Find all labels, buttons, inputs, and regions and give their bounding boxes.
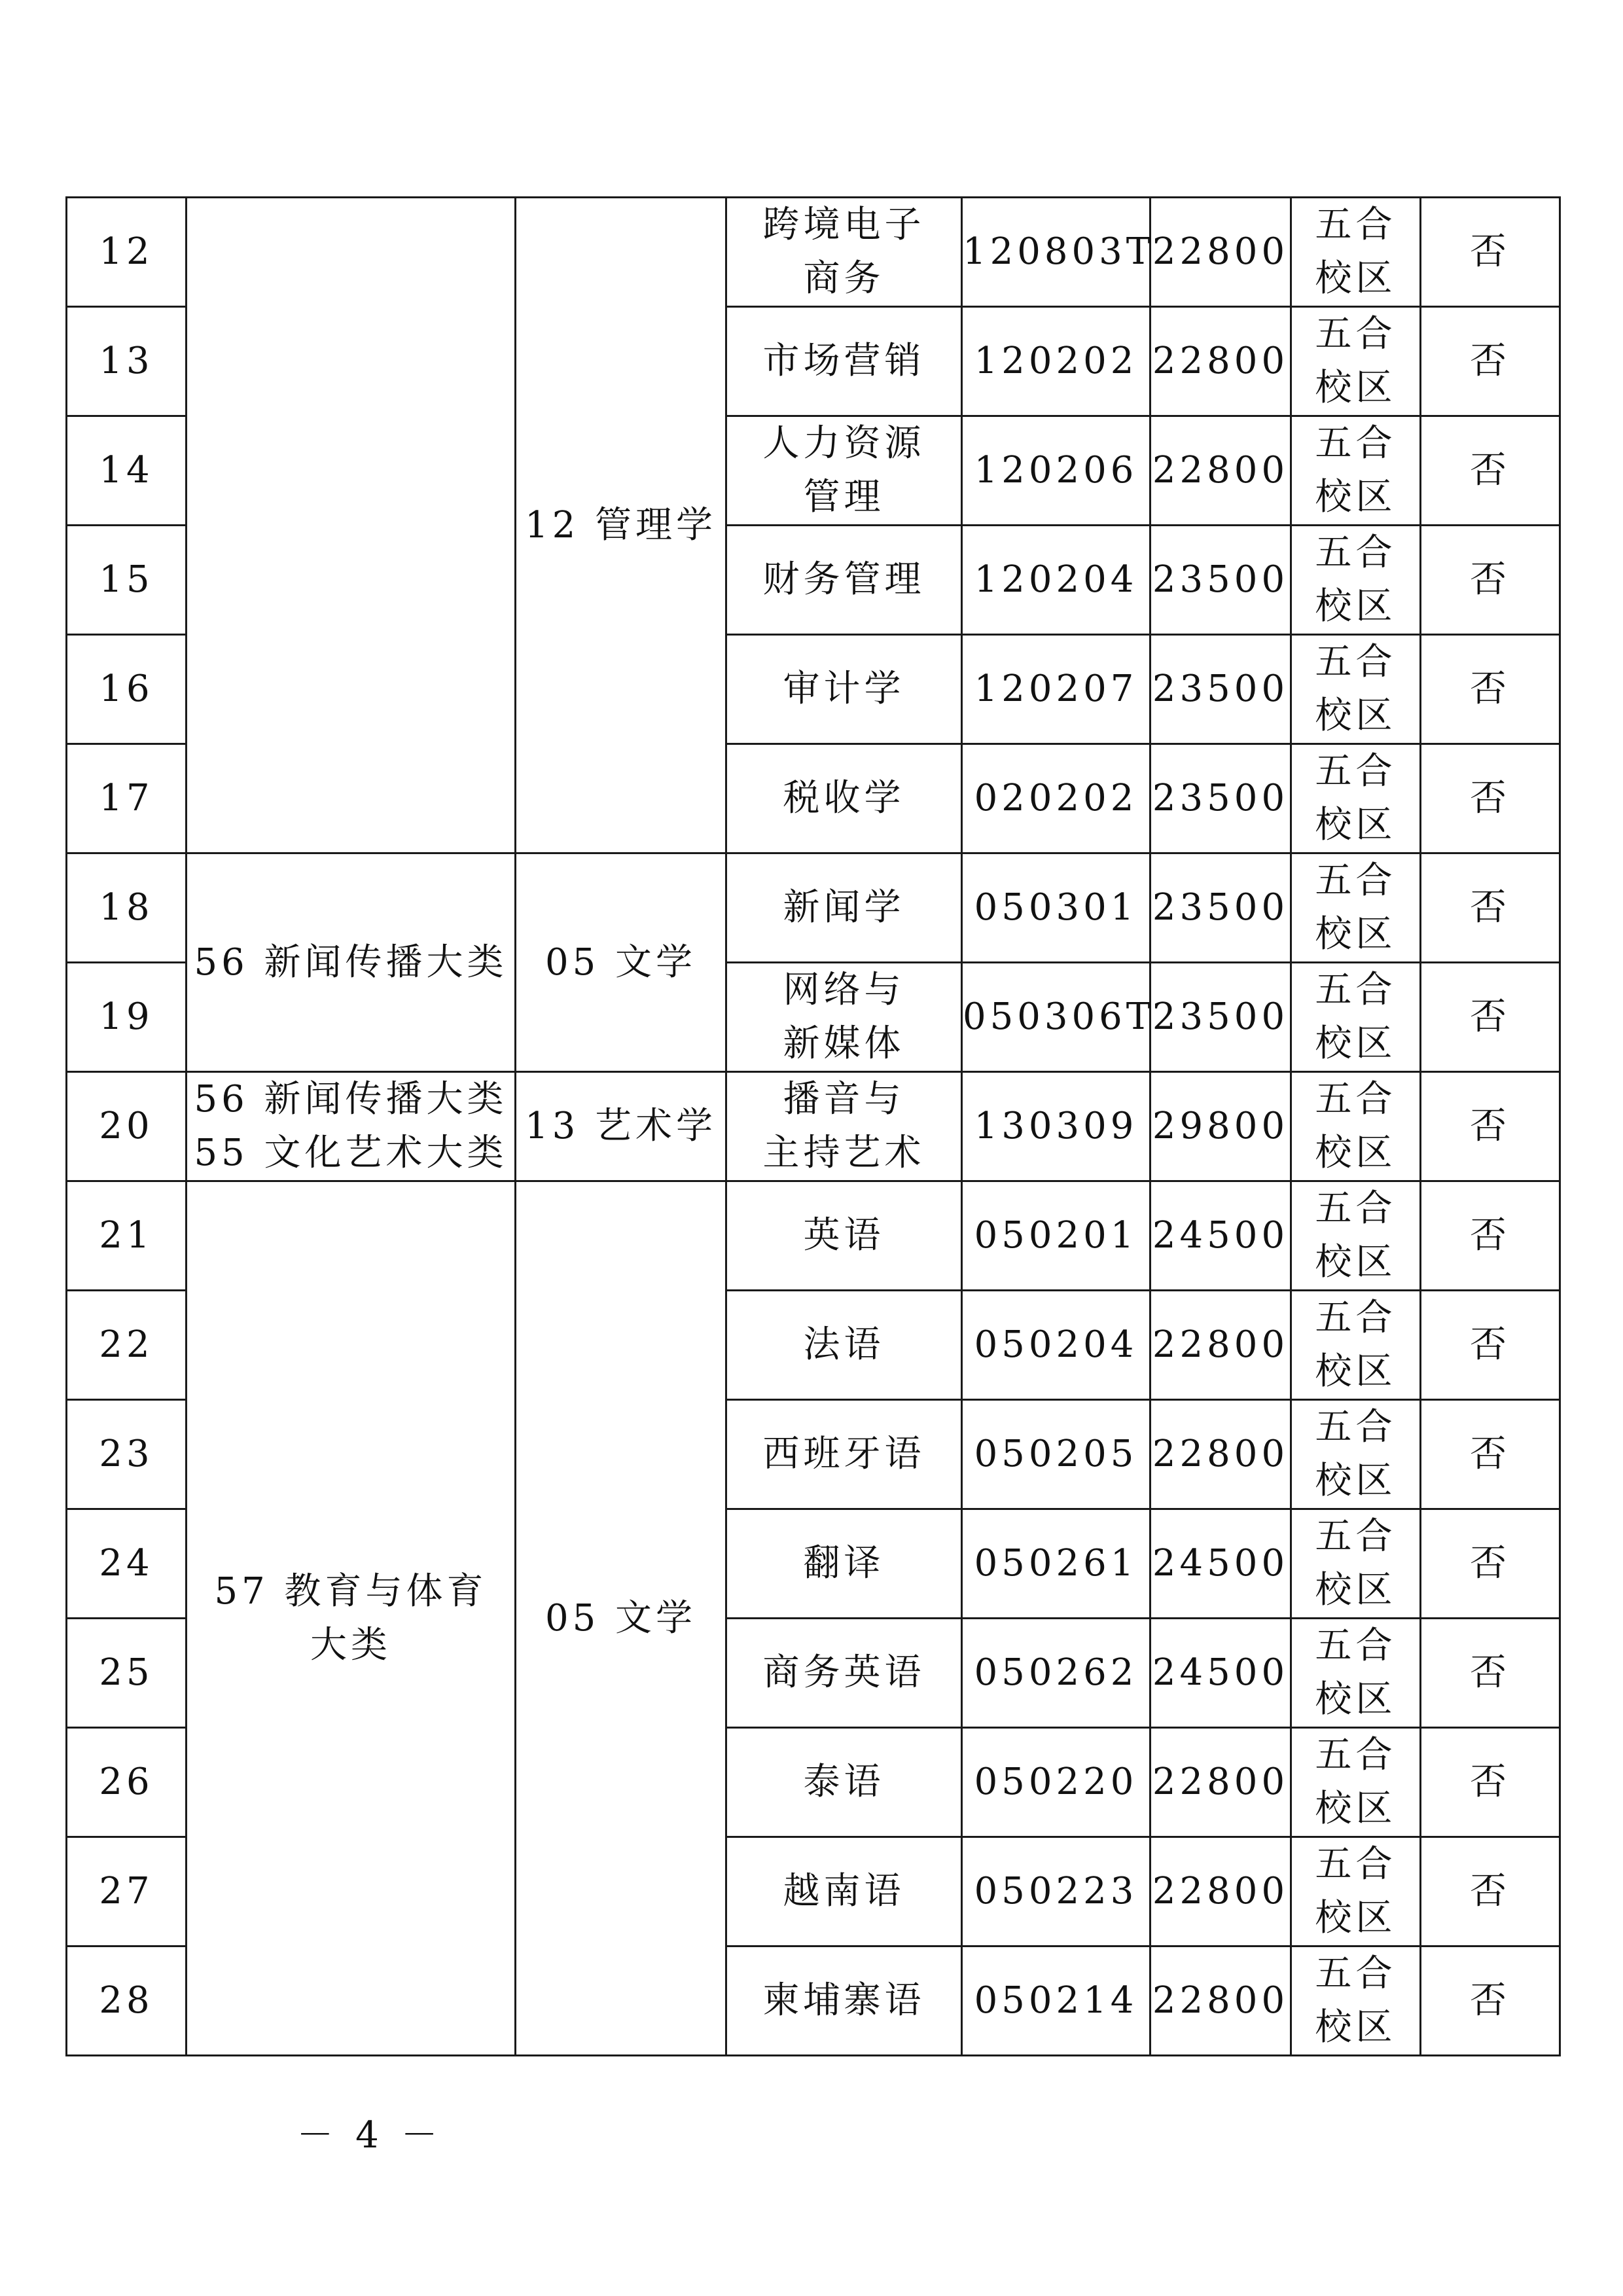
flag-cell: 否 (1421, 1619, 1560, 1728)
flag-cell: 否 (1421, 416, 1560, 526)
cell-line: 五合 (1315, 750, 1397, 793)
major-code: 130309 (962, 1072, 1150, 1181)
cell-line: 校区 (1315, 1569, 1397, 1611)
flag-cell: 否 (1421, 307, 1560, 416)
major-name (726, 963, 962, 1072)
cell-line: 校区 (1315, 804, 1397, 846)
campus (1291, 1509, 1421, 1619)
flag-cell: 否 (1421, 1181, 1560, 1291)
cell-line: 英语 (803, 1214, 885, 1257)
row-number: 27 (67, 1837, 187, 1946)
table-row (67, 198, 1560, 307)
campus (1291, 1291, 1421, 1400)
category-cell (187, 853, 516, 1072)
tuition-fee: 23500 (1150, 744, 1291, 853)
cell-line: 五合 (1315, 1952, 1397, 1995)
major-name (726, 1400, 962, 1509)
cell-line: 五合 (1315, 859, 1397, 902)
cell-line: 12 管理学 (524, 503, 717, 547)
major-name (726, 1509, 962, 1619)
cell-line: 校区 (1315, 1350, 1397, 1393)
cell-line: 校区 (1315, 367, 1397, 409)
cell-line: 校区 (1315, 1132, 1397, 1174)
row-number: 20 (67, 1072, 187, 1181)
cell-line: 五合 (1315, 1078, 1397, 1121)
cell-line: 五合 (1315, 1624, 1397, 1667)
cell-line: 校区 (1315, 1787, 1397, 1830)
tuition-fee: 23500 (1150, 853, 1291, 963)
category-cell (187, 1072, 516, 1181)
cell-line: 校区 (1315, 476, 1397, 518)
major-code: 020202 (962, 744, 1150, 853)
cell-line: 05 文学 (544, 1596, 697, 1640)
campus (1291, 1181, 1421, 1291)
tuition-fee: 22800 (1150, 198, 1291, 307)
campus (1291, 853, 1421, 963)
cell-line: 校区 (1315, 913, 1397, 956)
major-name (726, 744, 962, 853)
cell-line: 五合 (1315, 1187, 1397, 1230)
cell-line: 五合 (1315, 422, 1397, 465)
major-code: 050262 (962, 1619, 1150, 1728)
cell-line: 57 教育与体育 (214, 1570, 488, 1613)
cell-line: 法语 (803, 1323, 885, 1366)
cell-line: 越南语 (783, 1870, 905, 1912)
major-name (726, 1946, 962, 2056)
row-number: 13 (67, 307, 187, 416)
discipline-cell (516, 1181, 726, 2056)
campus (1291, 1837, 1421, 1946)
cell-line: 校区 (1315, 1241, 1397, 1283)
tuition-fee: 24500 (1150, 1181, 1291, 1291)
table-row (67, 1181, 1560, 1291)
campus (1291, 526, 1421, 635)
cell-line: 校区 (1315, 585, 1397, 628)
tuition-fee: 24500 (1150, 1509, 1291, 1619)
discipline-cell (516, 198, 726, 853)
table-row (67, 1072, 1560, 1181)
row-number: 22 (67, 1291, 187, 1400)
campus (1291, 1619, 1421, 1728)
major-name (726, 635, 962, 744)
program-table (65, 196, 1561, 2056)
cell-line: 泰语 (803, 1761, 885, 1803)
major-code: 050201 (962, 1181, 1150, 1291)
row-number: 21 (67, 1181, 187, 1291)
tuition-fee: 22800 (1150, 1728, 1291, 1837)
cell-line: 五合 (1315, 969, 1397, 1011)
cell-line: 五合 (1315, 313, 1397, 355)
campus (1291, 1072, 1421, 1181)
major-code: 050214 (962, 1946, 1150, 2056)
major-code: 120204 (962, 526, 1150, 635)
major-code: 120207 (962, 635, 1150, 744)
flag-cell: 否 (1421, 198, 1560, 307)
campus (1291, 963, 1421, 1072)
table-row (67, 853, 1560, 963)
tuition-fee: 22800 (1150, 307, 1291, 416)
cell-line: 56 新闻传播大类 (194, 941, 508, 984)
major-name (726, 1291, 962, 1400)
cell-line: 播音与 (783, 1078, 905, 1121)
campus (1291, 744, 1421, 853)
flag-cell: 否 (1421, 1728, 1560, 1837)
campus (1291, 307, 1421, 416)
major-name (726, 307, 962, 416)
cell-line: 管理 (803, 476, 885, 518)
cell-line: 五合 (1315, 1515, 1397, 1558)
row-number: 15 (67, 526, 187, 635)
major-code: 050223 (962, 1837, 1150, 1946)
campus (1291, 635, 1421, 744)
campus (1291, 1946, 1421, 2056)
tuition-fee: 23500 (1150, 963, 1291, 1072)
cell-line: 商务 (803, 257, 885, 300)
cell-line: 西班牙语 (762, 1433, 925, 1475)
cell-line: 五合 (1315, 1734, 1397, 1776)
major-code: 120206 (962, 416, 1150, 526)
page-number: － 4 － (296, 2114, 443, 2157)
flag-cell: 否 (1421, 1509, 1560, 1619)
category-cell (187, 1181, 516, 2056)
flag-cell: 否 (1421, 1291, 1560, 1400)
major-code: 050306T (962, 963, 1150, 1072)
cell-line: 五合 (1315, 531, 1397, 574)
table-body (67, 198, 1560, 2056)
discipline-cell (516, 853, 726, 1072)
flag-cell: 否 (1421, 744, 1560, 853)
row-number: 28 (67, 1946, 187, 2056)
row-number: 26 (67, 1728, 187, 1837)
cell-line: 新媒体 (783, 1022, 905, 1065)
major-name (726, 416, 962, 526)
tuition-fee: 22800 (1150, 1291, 1291, 1400)
cell-line: 审计学 (783, 668, 905, 710)
row-number: 16 (67, 635, 187, 744)
tuition-fee: 23500 (1150, 635, 1291, 744)
campus (1291, 416, 1421, 526)
row-number: 14 (67, 416, 187, 526)
major-code: 050205 (962, 1400, 1150, 1509)
flag-cell: 否 (1421, 635, 1560, 744)
cell-line: 财务管理 (762, 558, 925, 601)
tuition-fee: 22800 (1150, 1946, 1291, 2056)
cell-line: 校区 (1315, 1022, 1397, 1065)
row-number: 24 (67, 1509, 187, 1619)
flag-cell: 否 (1421, 853, 1560, 963)
cell-line: 新闻学 (783, 886, 905, 929)
cell-line: 柬埔寨语 (762, 1979, 925, 2022)
major-code: 050204 (962, 1291, 1150, 1400)
flag-cell: 否 (1421, 1400, 1560, 1509)
row-number: 25 (67, 1619, 187, 1728)
cell-line: 五合 (1315, 1297, 1397, 1339)
major-code: 050261 (962, 1509, 1150, 1619)
cell-line: 商务英语 (762, 1651, 925, 1694)
cell-line: 网络与 (783, 969, 905, 1011)
row-number: 17 (67, 744, 187, 853)
campus (1291, 198, 1421, 307)
cell-line: 校区 (1315, 1460, 1397, 1502)
flag-cell: 否 (1421, 1072, 1560, 1181)
cell-line: 五合 (1315, 1406, 1397, 1448)
cell-line: 五合 (1315, 1843, 1397, 1886)
cell-line: 校区 (1315, 257, 1397, 300)
tuition-fee: 22800 (1150, 1400, 1291, 1509)
major-name (726, 853, 962, 963)
cell-line: 13 艺术学 (524, 1105, 717, 1147)
tuition-fee: 29800 (1150, 1072, 1291, 1181)
cell-line: 税收学 (783, 777, 905, 819)
tuition-fee: 22800 (1150, 1837, 1291, 1946)
major-name (726, 1181, 962, 1291)
tuition-fee: 22800 (1150, 416, 1291, 526)
major-name (726, 1837, 962, 1946)
major-name (726, 526, 962, 635)
major-code: 120803T (962, 198, 1150, 307)
campus (1291, 1728, 1421, 1837)
cell-line: 校区 (1315, 1897, 1397, 1939)
row-number: 23 (67, 1400, 187, 1509)
major-name (726, 1619, 962, 1728)
campus (1291, 1400, 1421, 1509)
cell-line: 翻译 (803, 1542, 885, 1585)
cell-line: 市场营销 (762, 340, 925, 382)
cell-line: 主持艺术 (762, 1132, 925, 1174)
cell-line: 校区 (1315, 694, 1397, 737)
cell-line: 五合 (1315, 204, 1397, 246)
major-name (726, 1072, 962, 1181)
tuition-fee: 23500 (1150, 526, 1291, 635)
cell-line: 校区 (1315, 2006, 1397, 2049)
flag-cell: 否 (1421, 1837, 1560, 1946)
row-number: 12 (67, 198, 187, 307)
cell-line: 跨境电子 (762, 204, 925, 246)
discipline-cell (516, 1072, 726, 1181)
cell-line: 人力资源 (762, 422, 925, 465)
tuition-fee: 24500 (1150, 1619, 1291, 1728)
major-code: 120202 (962, 307, 1150, 416)
cell-line: 大类 (310, 1623, 391, 1666)
row-number: 18 (67, 853, 187, 963)
major-name (726, 1728, 962, 1837)
category-cell (187, 198, 516, 853)
flag-cell: 否 (1421, 526, 1560, 635)
cell-line: 五合 (1315, 641, 1397, 683)
cell-line: 校区 (1315, 1678, 1397, 1721)
flag-cell: 否 (1421, 1946, 1560, 2056)
major-name (726, 198, 962, 307)
row-number: 19 (67, 963, 187, 1072)
cell-line: 05 文学 (544, 941, 697, 984)
cell-line: 55 文化艺术大类 (194, 1132, 508, 1174)
major-code: 050301 (962, 853, 1150, 963)
major-code: 050220 (962, 1728, 1150, 1837)
cell-line: 56 新闻传播大类 (194, 1078, 508, 1121)
flag-cell: 否 (1421, 963, 1560, 1072)
